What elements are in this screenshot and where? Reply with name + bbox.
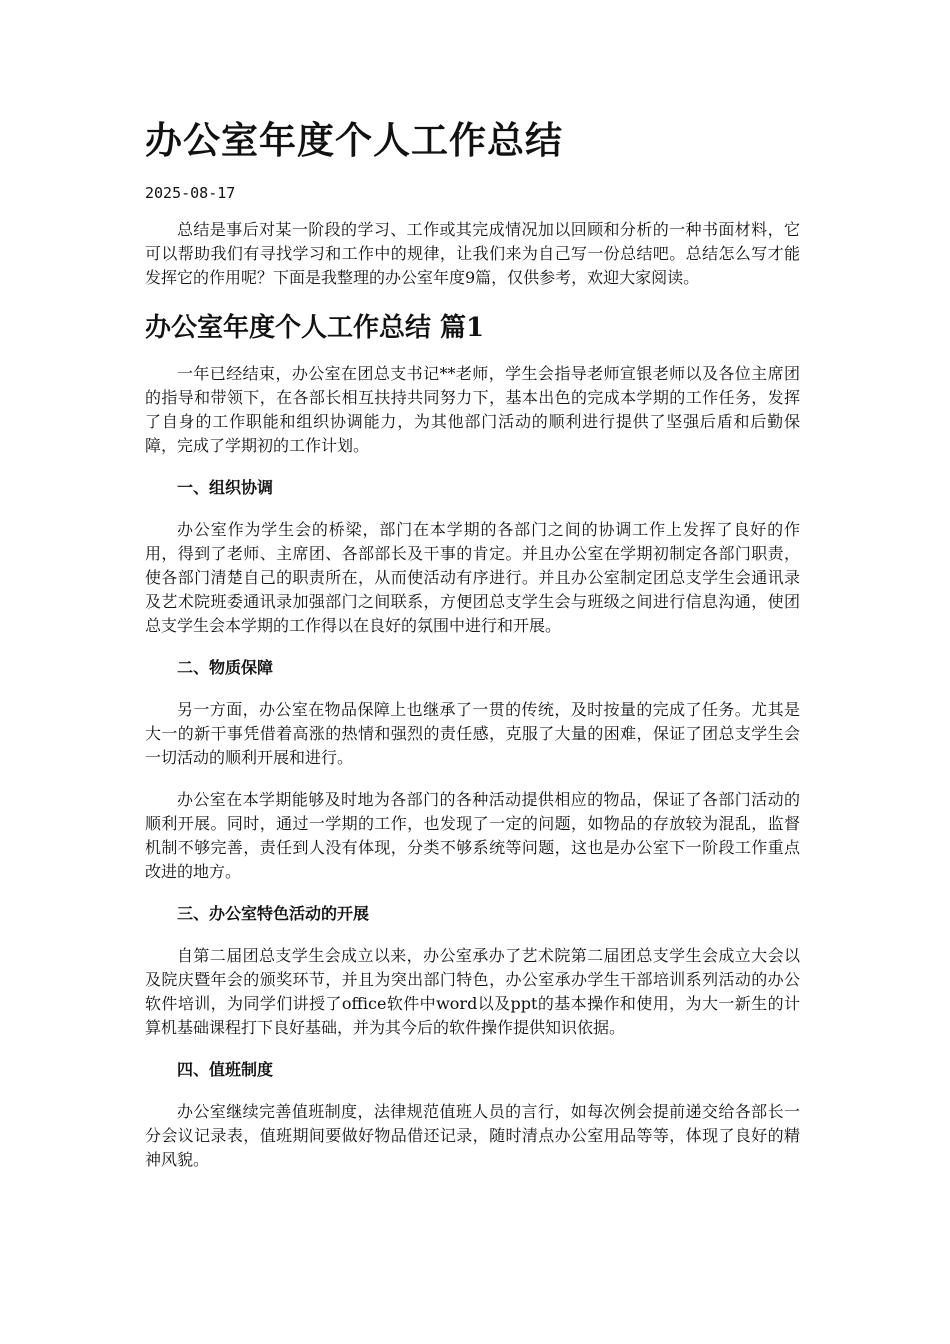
sub-heading: 二、物质保障 bbox=[177, 658, 274, 677]
body-paragraph: 另一方面，办公室在物品保障上也继承了一贯的传统，及时按量的完成了任务。尤其是大一的新干事凭借着高涨的热情和强烈的责任感，克服了大量的困难，保证了团总支学生会一切活动的顺利开展和进行。 bbox=[145, 700, 800, 767]
sub-heading: 一、组织协调 bbox=[177, 478, 274, 497]
section-title: 办公室年度个人工作总结 篇1 bbox=[145, 313, 485, 343]
body-paragraph: 办公室在本学期能够及时地为各部门的各种活动提供相应的物品，保证了各部门活动的顺利开展。同时，通过一学期的工作，也发现了一定的问题，如物品的存放较为混乱，监督机制不够完善，责任到人没有体现，分类不够系统等问题，这也是办公室下一阶段工作重点改进的地方。 bbox=[145, 790, 800, 881]
sub-heading: 四、值班制度 bbox=[177, 1060, 274, 1079]
body-paragraph: 自第二届团总支学生会成立以来，办公室承办了艺术院第二届团总支学生会成立大会以及院庆暨年会的颁奖环节，并且为突出部门特色，办公室承办学生干部培训系列活动的办公软件培训，为同学们讲授了office软件中word以及ppt的基本操作和使用，为大一新生的计算机基础课程打下良好基础，并为其今后的软件操作提供知识依据。 bbox=[145, 946, 800, 1037]
body-paragraph: 一年已经结束，办公室在团总支书记**老师，学生会指导老师宣银老师以及各位主席团的指导和带领下，在各部长相互扶持共同努力下，基本出色的完成本学期的工作任务，发挥了自身的工作职能和组织协调能力，为其他部门活动的顺利进行提供了坚强后盾和后勤保障，完成了学期初的工作计划。 bbox=[145, 364, 800, 455]
body-paragraph: 办公室作为学生会的桥梁，部门在本学期的各部门之间的协调工作上发挥了良好的作用，得到了老师、主席团、各部部长及干事的肯定。并且办公室在学期初制定各部门职责，使各部门清楚自己的职责所在，从而使活动有序进行。并且办公室制定团总支学生会通讯录及艺术院班委通讯录加强部门之间联系，方便团总支学生会与班级之间进行信息沟通，使团总支学生会本学期的工作得以在良好的氛围中进行和开展。 bbox=[145, 520, 800, 635]
sub-heading: 三、办公室特色活动的开展 bbox=[177, 904, 370, 923]
document-page bbox=[145, 112, 800, 1190]
body-paragraph: 办公室继续完善值班制度，法律规范值班人员的言行，如每次例会提前递交给各部长一分会议记录表，值班期间要做好物品借还记录，随时清点办公室用品等等，体现了良好的精神风貌。 bbox=[145, 1102, 800, 1169]
intro-paragraph: 总结是事后对某一阶段的学习、工作或其完成情况加以回顾和分析的一种书面材料，它可以帮助我们有寻找学习和工作中的规律，让我们来为自己写一份总结吧。总结怎么写才能发挥它的作用呢？下面是我整理的办公室年度9篇，仅供参考，欢迎大家阅读。 bbox=[145, 220, 800, 287]
document-title: 办公室年度个人工作总结 bbox=[145, 118, 563, 162]
document-date: 2025-08-17 bbox=[145, 184, 236, 202]
